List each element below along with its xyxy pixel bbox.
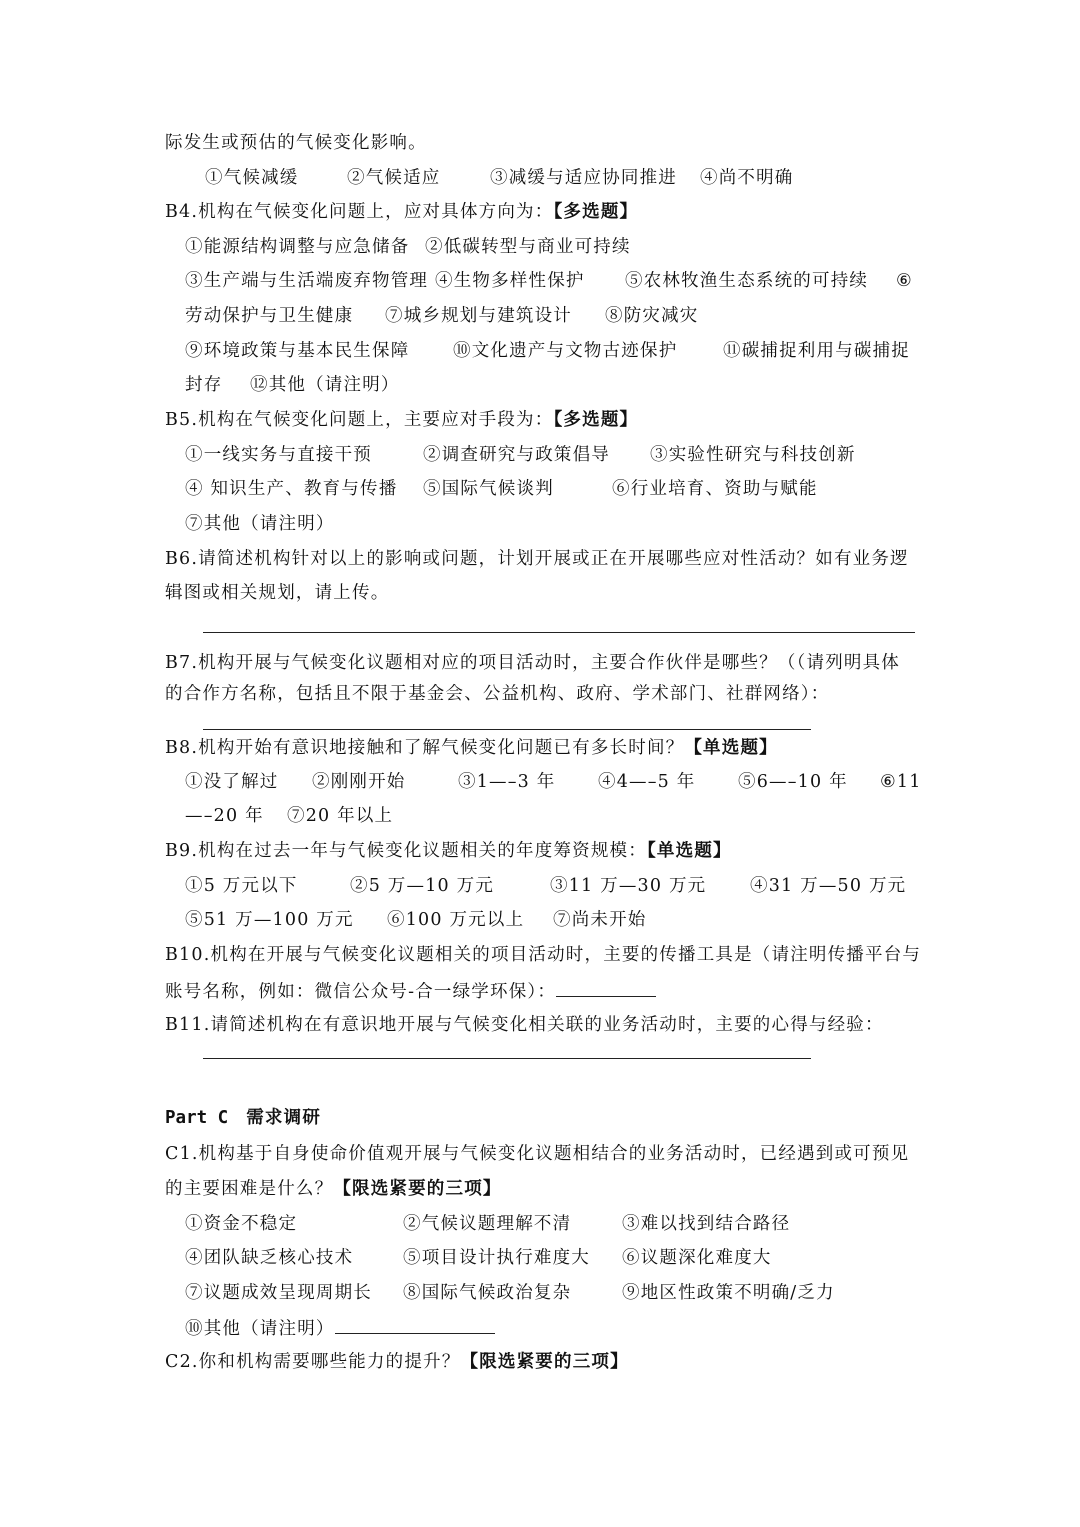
b9-question-text: B9.机构在过去一年与气候变化议题相关的年度筹资规模： (165, 841, 647, 861)
b7-question-line: 的合作方名称，包括且不限于基金会、公益机构、政府、学术部门、社群网络）： (165, 684, 830, 704)
b5-option: ①一线实务与直接干预 (185, 445, 372, 465)
b5-option: ⑤国际气候谈判 (423, 479, 554, 499)
b4-option: ④生物多样性保护 (435, 271, 585, 291)
b6-answer-line[interactable] (203, 632, 915, 633)
c1-other-blank[interactable] (335, 1315, 495, 1334)
b5-option: ⑥行业培育、资助与赋能 (612, 479, 818, 499)
b4-option: ⑨环境政策与基本民生保障 (185, 341, 410, 361)
b4-option: ②低碳转型与商业可持续 (425, 237, 631, 257)
b9-question-tag: 【单选题】 (646, 841, 732, 861)
b8-question-text: B8.机构开始有意识地接触和了解气候变化问题已有多长时间？ (165, 738, 685, 758)
b8-option: ⑥11 (880, 772, 922, 792)
b9-option: ⑥100 万元以上 (387, 910, 525, 930)
b8-option: ⑤6—–10 年 (738, 772, 848, 792)
b6-question-line: 辑图或相关规划，请上传。 (165, 583, 390, 603)
c1-option: ④团队缺乏核心技术 (185, 1248, 354, 1268)
b7-question-line: B7.机构开展与气候变化议题相对应的项目活动时，主要合作伙伴是哪些？（（请列明具体 (165, 653, 901, 673)
b5-option: ⑦其他（请注明） (185, 514, 335, 534)
part-c-label: Part C (165, 1108, 229, 1128)
b10-question-line: B10.机构在开展与气候变化议题相关的项目活动时，主要的传播工具是（请注明传播平台与 (165, 945, 922, 965)
b5-question-tag: 【多选题】 (553, 410, 639, 430)
part-c-heading (165, 1106, 321, 1130)
b5-option: ③实验性研究与科技创新 (650, 445, 856, 465)
part-c-title: 需求调研 (246, 1108, 322, 1128)
c1-option-text: ⑩其他（请注明） (185, 1319, 335, 1339)
b3-option: ②气候适应 (347, 168, 441, 188)
b4-option: 劳动保护与卫生健康 (185, 306, 354, 326)
b11-question-line: B11.请简述机构在有意识地开展与气候变化相关联的业务活动时，主要的心得与经验： (165, 1015, 884, 1035)
b3-option: ④尚不明确 (700, 168, 794, 188)
intro-tail-text: 际发生或预估的气候变化影响。 (165, 133, 427, 153)
b8-option: ⑦20 年以上 (287, 806, 394, 826)
b10-answer-blank[interactable] (556, 978, 656, 997)
b11-answer-line[interactable] (203, 1058, 811, 1059)
b10-question-line (165, 978, 656, 1004)
b4-question (165, 200, 638, 224)
b3-option: ①气候减缓 (205, 168, 299, 188)
b8-option: ④4—–5 年 (598, 772, 696, 792)
c2-question-text: C2.你和机构需要哪些能力的提升？ (165, 1352, 461, 1372)
b9-option: ①5 万元以下 (185, 876, 298, 896)
b7-answer-line[interactable] (203, 729, 811, 730)
c1-option: ⑧国际气候政治复杂 (403, 1283, 572, 1303)
b4-option: ⑩文化遗产与文物古迹保护 (453, 341, 678, 361)
b4-option: ⑫其他（请注明） (250, 375, 400, 395)
b10-question-text: 账号名称，例如：微信公众号-合一绿学环保）： (165, 982, 557, 1002)
b6-question-line: B6.请简述机构针对以上的影响或问题，计划开展或正在开展哪些应对性活动？如有业务逻 (165, 549, 909, 569)
c1-question-line (165, 1177, 502, 1201)
b4-option: ⑧防灾减灾 (605, 306, 699, 326)
b4-option: ①能源结构调整与应急储备 (185, 237, 410, 257)
b4-option: ③生产端与生活端废弃物管理 (185, 271, 429, 291)
b8-question (165, 736, 778, 760)
c1-question-line: C1.机构基于自身使命价值观开展与气候变化议题相结合的业务活动时，已经遇到或可预见 (165, 1144, 910, 1164)
b9-option: ②5 万—10 万元 (350, 876, 495, 896)
b9-option: ⑦尚未开始 (553, 910, 647, 930)
b4-option: ⑪碳捕捉利用与碳捕捉 (723, 341, 910, 361)
c1-option (185, 1315, 495, 1341)
b5-option: ②调查研究与政策倡导 (423, 445, 610, 465)
b4-option: ⑥ (896, 271, 913, 291)
c1-question-text: 的主要困难是什么？ (165, 1179, 334, 1199)
c2-question-tag: 【限选紧要的三项】 (460, 1352, 629, 1372)
c1-option: ⑦议题成效呈现周期长 (185, 1283, 372, 1303)
b5-question (165, 408, 638, 432)
b9-option: ④31 万—50 万元 (750, 876, 907, 896)
c1-option: ⑨地区性政策不明确/乏力 (622, 1283, 835, 1303)
b4-option: 封存 (185, 375, 223, 395)
b5-option: ④ 知识生产、教育与传播 (185, 479, 398, 499)
b4-question-tag: 【多选题】 (553, 202, 639, 222)
b8-option: ③1—–3 年 (458, 772, 556, 792)
b4-option: ⑤农林牧渔生态系统的可持续 (625, 271, 869, 291)
b8-option: —–20 年 (185, 806, 264, 826)
b9-option: ⑤51 万—100 万元 (185, 910, 354, 930)
b9-option: ③11 万—30 万元 (550, 876, 707, 896)
c1-option: ⑥议题深化难度大 (622, 1248, 772, 1268)
b4-option: ⑦城乡规划与建筑设计 (385, 306, 572, 326)
c1-question-tag: 【限选紧要的三项】 (333, 1179, 502, 1199)
c1-option: ②气候议题理解不清 (403, 1214, 572, 1234)
c1-option: ③难以找到结合路径 (622, 1214, 791, 1234)
b8-option: ①没了解过 (185, 772, 279, 792)
b4-question-text: B4.机构在气候变化问题上，应对具体方向为： (165, 202, 554, 222)
b8-question-tag: 【单选题】 (684, 738, 778, 758)
c2-question (165, 1350, 629, 1374)
b9-question (165, 839, 732, 863)
c1-option: ⑤项目设计执行难度大 (403, 1248, 590, 1268)
b5-question-text: B5.机构在气候变化问题上，主要应对手段为： (165, 410, 554, 430)
c1-option: ①资金不稳定 (185, 1214, 298, 1234)
b8-option: ②刚刚开始 (312, 772, 406, 792)
b3-option: ③减缓与适应协同推进 (490, 168, 677, 188)
